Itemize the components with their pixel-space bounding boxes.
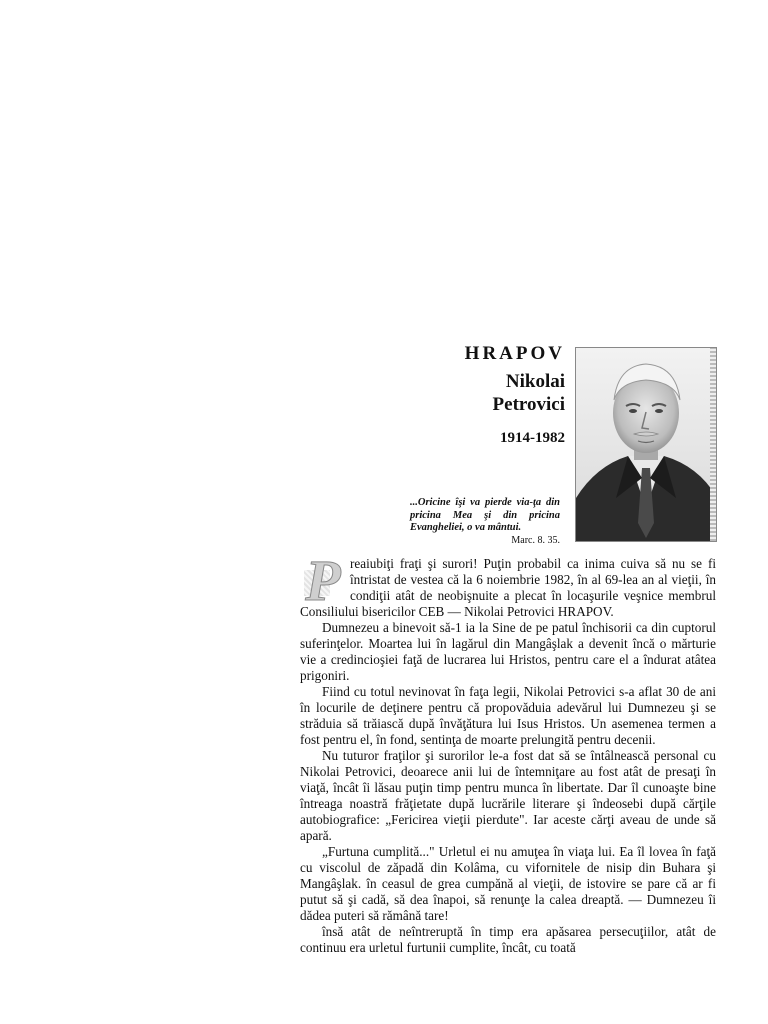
paragraph: Dumnezeu a binevoit să-1 ia la Sine de pe patul închisorii ca din cuptorul suferinţelor. Moartea lui în lagărul din Mangâşlak a devenit încă o mărturie vie a credincioşiei faţă de lucrarea lui Hristos, pentru care el a îndurat atâtea prigoniri.	[300, 620, 716, 683]
surname-heading: HRAPOV	[464, 343, 565, 364]
life-years: 1914-1982	[500, 430, 565, 446]
paragraph: Nu tuturor fraţilor şi surorilor le-a fost dat să se întâlnească personal cu Nikolai Petrovici, deoarece anii lui de întemniţare au fost atât de presaţi în viaţă, încât îi lăsau puţin timp pentru munca în libertate. Dar îl cunoaşte bine întreaga noastră frăţietate după lucrările literare şi îndeosebi după cărţile autobiografice: „Fericirea vieţii pierdute". Iar aceste cărţi aveau de unde să apară.	[300, 748, 716, 843]
biography-header	[400, 343, 565, 447]
first-name: Nikolai	[505, 371, 565, 392]
epigraph	[410, 497, 560, 547]
paragraph: „Furtuna cumplită..." Urletul ei nu amuţea în viaţa lui. Ea îl lovea în faţă cu viscolul de zăpadă din Kolâma, cu vifornitele de nisip din Buhara şi Mangâşlak. în ceasul de grea cumpănă al vieţii, de istovire se pare că ar fi putut să şi cadă, să dea înapoi, să renunţe la calea dreaptă. — Dumnezeu îi dădea puteri să rămână tare!	[300, 844, 716, 923]
article-body	[300, 548, 716, 956]
epigraph-reference: Marc. 8. 35.	[511, 534, 560, 546]
paragraph	[300, 548, 716, 620]
paragraph: Fiind cu totul nevinovat în faţa legii, Nikolai Petrovici s-a aflat 30 de ani în locurile de deţinere pentru că propovăduia adevărul lui Dumnezeu şi se străduia să trăiască după învăţătura lui Isus Hristos. Un asemenea termen a fost pentru el, în fond, sentinţa de moarte prelungită pentru decenii.	[300, 684, 716, 747]
portrait-photo	[575, 347, 717, 542]
portrait-illustration	[576, 348, 716, 541]
epigraph-quote: ...Oricine îşi va pierde via-ţa din pricina Mea şi din pricina Evangheliei, o va mântui.	[410, 497, 560, 533]
paragraph: însă atât de neîntreruptă în timp era apăsarea persecuţiilor, atât de continuu era urletul furtunii cumplite, încât, cu toată	[300, 924, 716, 955]
patronymic: Petrovici	[492, 394, 565, 415]
drop-cap: P	[300, 556, 346, 604]
paragraph-text: reaiubiţi fraţi şi surori! Puţin probabil ca inima cuiva să nu se fi întristat de vestea că la 6 noiembrie 1982, în al 69-lea an al vieţii, în condiţii atât de neobişnuite a plecat în locaşurile veşnice membrul Consiliului bisericilor CEB — Nikolai Petrovici HRAPOV.	[300, 556, 716, 619]
